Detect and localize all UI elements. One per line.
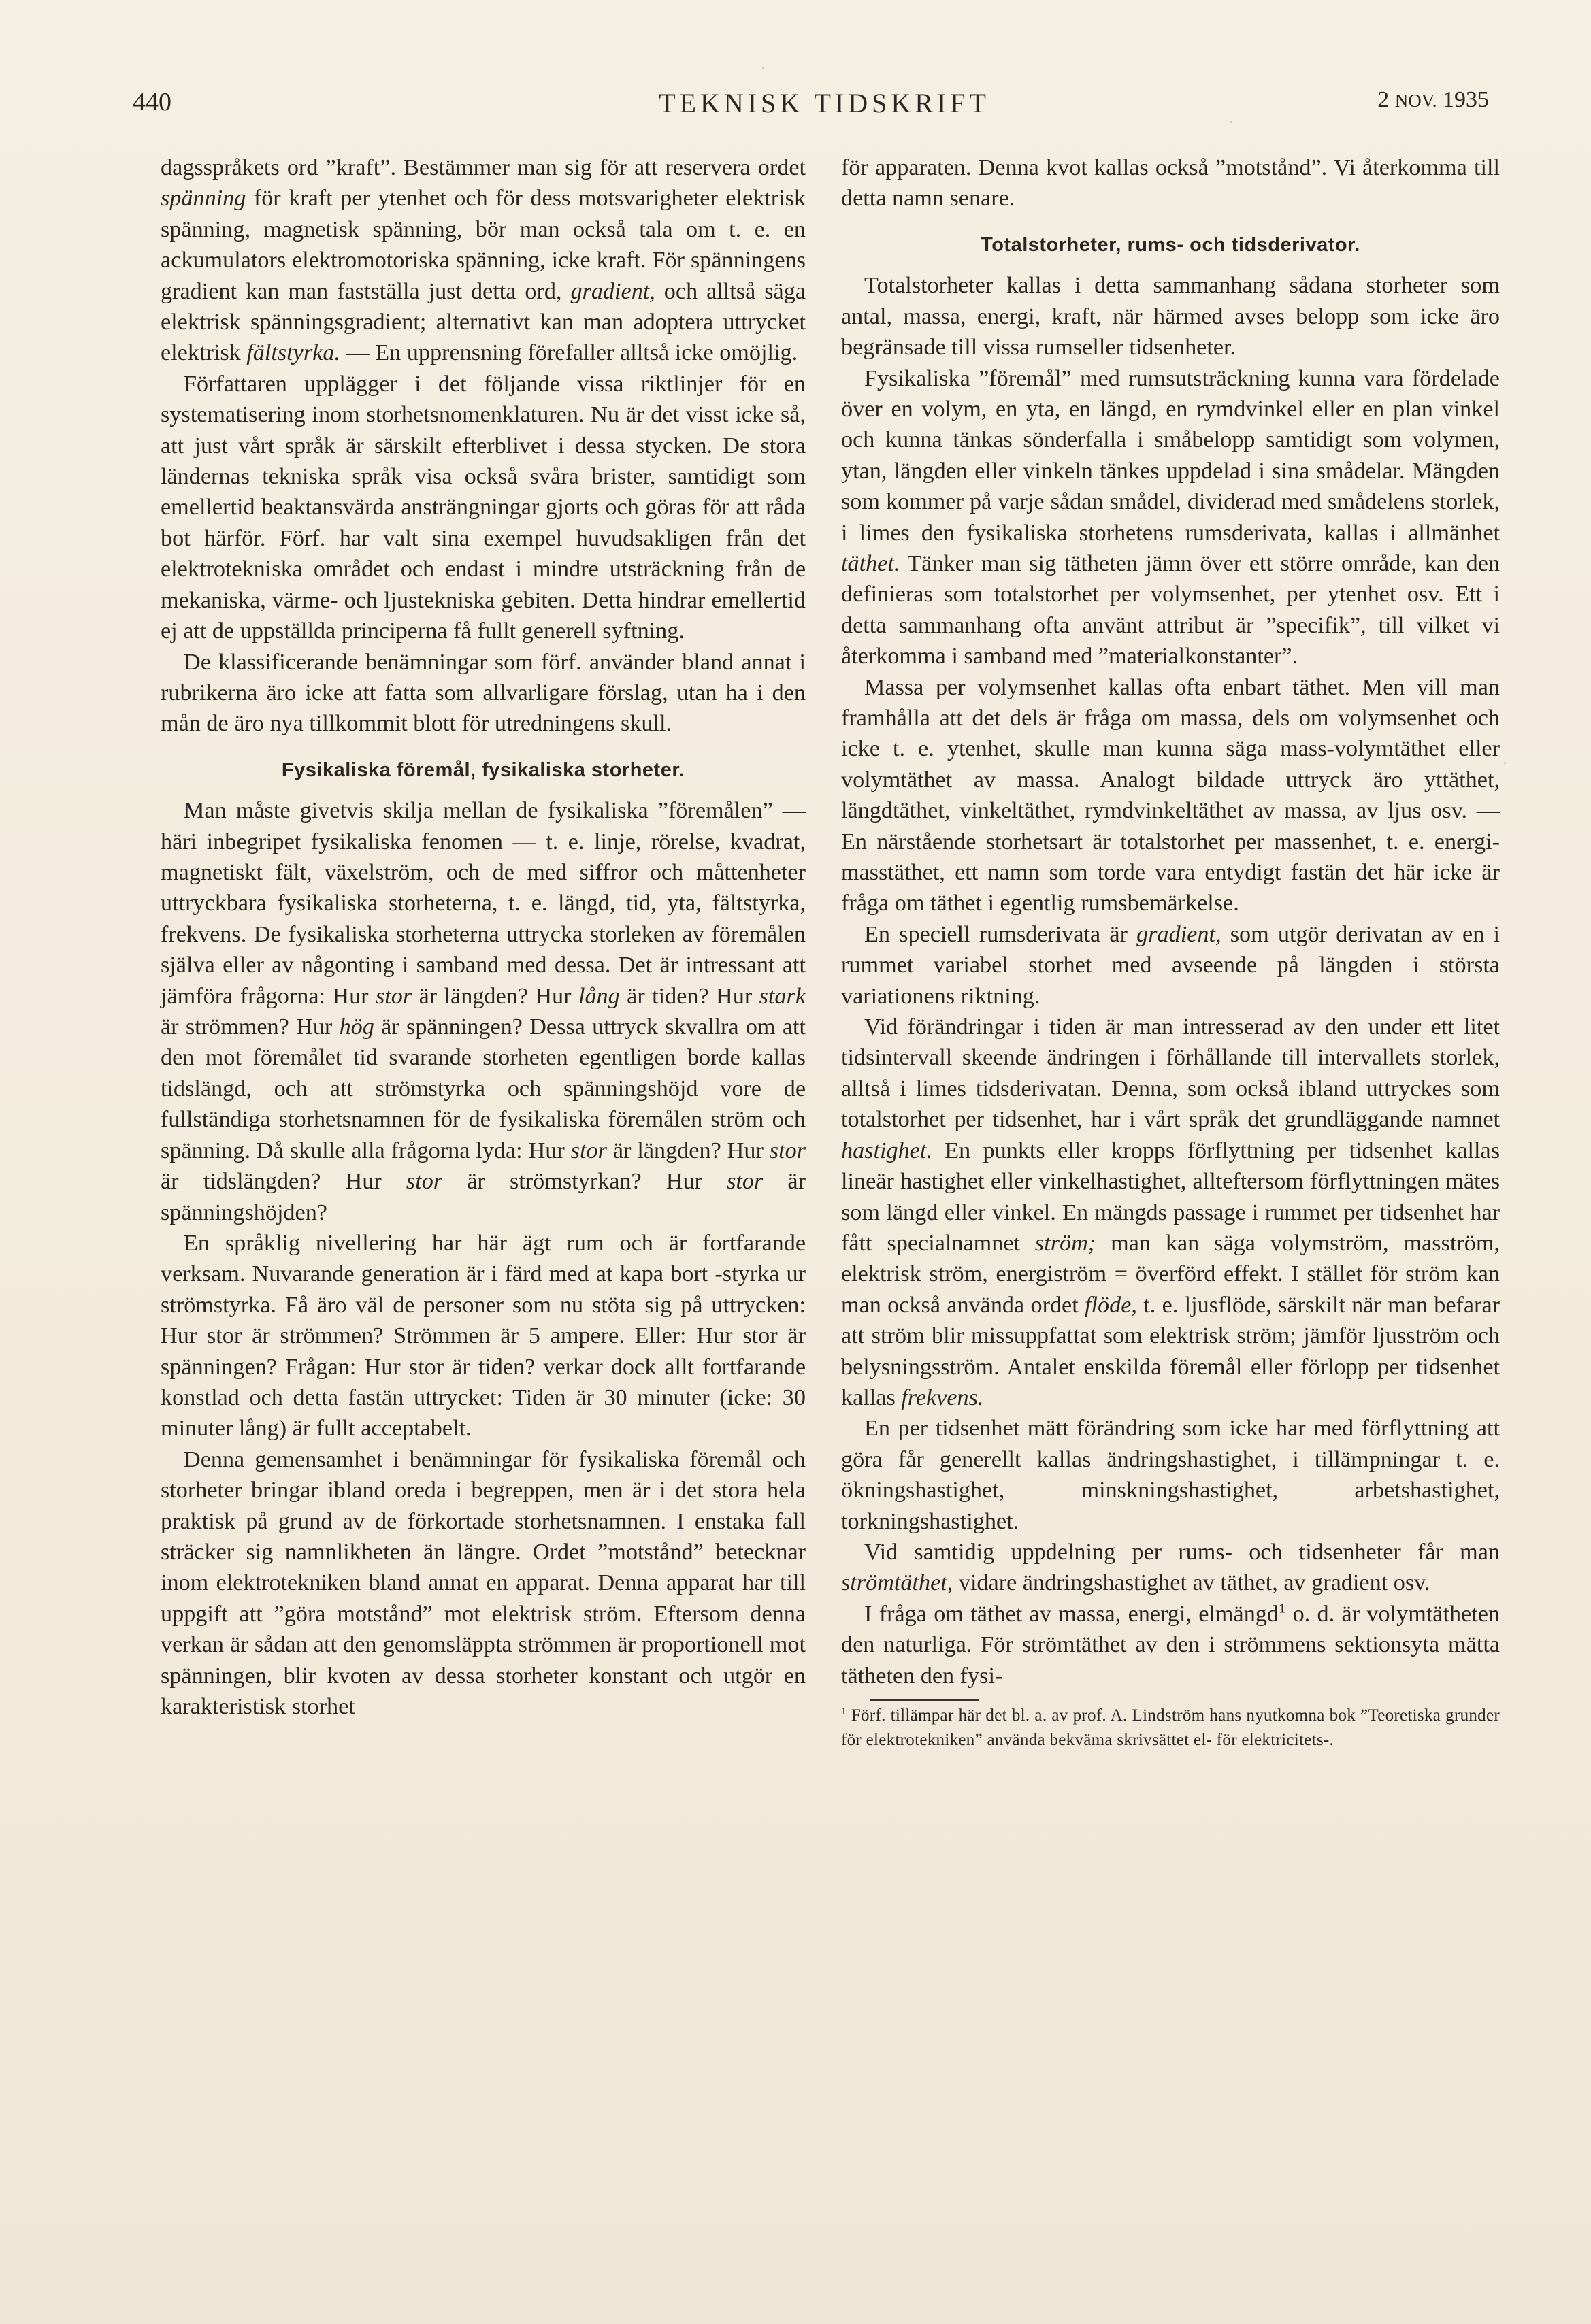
- issue-date-year: 1935: [1443, 87, 1489, 112]
- paragraph: De klassificerande benämningar som förf. använder bland annat i rubrikerna äro icke att fatta som allvarligare förslag, utan ha i den mån de äro nya tillkommit blott för utredningens skull.: [161, 649, 806, 737]
- paper-speck: [1230, 121, 1232, 123]
- paragraph: för apparaten. Denna kvot kallas också ”motstånd”. Vi återkomma till detta namn senare.: [841, 155, 1500, 212]
- footnote: $^1$ Förf. tillämpar här det bl. a. av prof. A. Lindström hans nyutkomna bok ”Teoretiska grunder för elektrotekniken” använda bekväma skrivsättet el- för elektricitets-.: [841, 1706, 1500, 1750]
- paragraph: Massa per volymsenhet kallas ofta enbart täthet. Men vill man framhålla att det dels är fråga om massa, dels om volymsenhet och icke t. e. ytenhet, skulle man kunna säga mass-volymtäthet eller volymtäthet av massa. Analogt bildade uttryck äro yttäthet, längdtäthet, vinkeltäthet, rymdvinkeltäthet av massa, av ljus osv. — En närstående storhetsart är totalstorhet per massenhet, t. e. energi-masstäthet, ett namn som torde vara entydigt fastän det här icke är fråga om täthet i egentlig rumsbemärkelse.: [841, 674, 1500, 916]
- journal-title: TEKNISK TIDSKRIFT: [659, 88, 990, 118]
- left-column: [161, 152, 806, 1722]
- paragraph: dagsspråkets ord ”kraft”. Bestämmer man sig för att reservera ordet spänning för kraft per ytenhet och för dess motsvarigheter elektrisk spänning, magnetisk spänning, bör man också tala om t. e. en ackumulators elektromotoriska spänning, icke kraft. För spänningens gradient kan man fastställa just detta ord, gradient, och alltså säga elektrisk spänningsgradient; alternativt kan man adoptera uttrycket elektrisk fältstyrka. — En upprensning förefaller alltså icke omöjlig.: [161, 155, 806, 366]
- right-column-body: [841, 152, 1500, 1691]
- paragraph: Fysikaliska ”föremål” med rumsutsträckning kunna vara fördelade över en volym, en yta, en längd, en rymdvinkel eller en plan vinkel och kunna tänkas sönderfalla i småbelopp samtidigt som volymen, ytan, längden eller vinkeln tänkes uppdelad i sina smådelar. Mängden som kommer på varje sådan smådel, dividerad med smådelens storlek, i limes den fysikaliska storhetens rumsderivata, kallas i allmänhet täthet. Tänker man sig tätheten jämn över ett större område, kan den definieras som totalstorhet per volymsenhet, per ytenhet osv. Ett i detta sammanhang ofta använt attribut är ”specifik”, till vilket vi återkomma i samband med ”materialkonstanter”.: [841, 365, 1500, 669]
- page-number: 440: [133, 88, 171, 116]
- right-column: [841, 152, 1500, 1753]
- paper-speck: [1504, 762, 1506, 764]
- issue-date: [1377, 87, 1489, 113]
- footnote-rule: [870, 1699, 979, 1701]
- paragraph: Man måste givetvis skilja mellan de fysikaliska ”föremålen” — häri inbegripet fysikaliska fenomen — t. e. linje, rörelse, kvadrat, magnetiskt fält, växelström, och de med siffror och måttenheter uttryckbara fysikaliska storheterna, t. e. längd, tid, yta, fältstyrka, frekvens. De fysikaliska storheterna uttrycka storleken av föremålen själva eller av någonting i samband med dessa. Det är intressant att jämföra frågorna: Hur stor är längden? Hur lång är tiden? Hur stark är strömmen? Hur hög är spänningen? Dessa uttryck skvallra om att den mot föremålet tid svarande storheten egentligen borde kallas tidslängd, och att strömstyrka och spänningshöjd vore de fullständiga storhetsnamnen för de fysikaliska föremålen ström och spänning. Då skulle alla frågorna lyda: Hur stor är längden? Hur stor är tidslängden? Hur stor är strömstyrkan? Hur stor är spänningshöjden?: [161, 798, 806, 1225]
- paragraph: Vid förändringar i tiden är man intresserad av den under ett litet tidsintervall skeende ändringen i förhållande till intervallets storlek, alltså i limes tidsderivatan. Denna, som också ibland uttryckes som totalstorhet per tidsenhet, har i vårt språk det grundläggande namnet hastighet. En punkts eller kropps förflyttning per tidsenhet kallas lineär hastighet eller vinkelhastighet, allteftersom förflyttningen mätes som längd eller vinkel. En mängds passage i rummet per tidsenhet har fått specialnamnet ström; man kan säga volymström, masström, elektrisk ström, energiström = överförd effekt. I stället för ström kan man också använda ordet flöde, t. e. ljusflöde, särskilt när man befarar att ström blir missuppfattat som elektrisk ström; jämför ljusström och belysningsström. Antalet enskilda föremål eller förlopp per tidsenhet kallas frekvens.: [841, 1014, 1500, 1410]
- paragraph: En per tidsenhet mätt förändring som icke har med förflyttning att göra får generellt kallas ändringshastighet, i tillämpningar t. e. ökningshastighet, minskningshastighet, arbetshastighet, torkningshastighet.: [841, 1416, 1500, 1534]
- paragraph: Författaren upplägger i det följande vissa riktlinjer för en systematisering inom storhetsnomenklaturen. Nu är det visst icke så, att just vårt språk är särskilt efterblivet i dessa stycken. De stora ländernas tekniska språk visa också svåra brister, samtidigt som emellertid beaktansvärda ansträngningar gjorts och göras för att råda bot härför. Förf. har valt sina exempel huvudsakligen från det elektrotekniska området och endast i mindre utsträckning från de mekaniska, värme- och ljustekniska gebiten. Detta hindrar emellertid ej att de uppställda principerna få fullt generell syftning.: [161, 371, 806, 644]
- paragraph: Vid samtidig uppdelning per rums- och tidsenheter får man strömtäthet, vidare ändringshastighet av täthet, av gradient osv.: [841, 1539, 1500, 1596]
- section-heading: Totalstorheter, rums- och tidsderivator.: [981, 233, 1360, 256]
- paragraph: En speciell rumsderivata är gradient, som utgör derivatan av en i rummet variabel storhet med avseende på längden i största variationens riktning.: [841, 921, 1500, 1009]
- paragraph: Denna gemensamhet i benämningar för fysikaliska föremål och storheter bringar ibland oreda i begreppen, men är i det stora hela praktisk på grund av de förkortade storhetsnamnen. I enstaka fall sträcker sig namnlikheten än längre. Ordet ”motstånd” betecknar inom elektrotekniken bland annat en apparat. Denna apparat har till uppgift att ”göra motstånd” mot elektrisk ström. Eftersom denna verkan är sådan att den genomsläppta strömmen är proportionell mot spänningen, blir kvoten av dessa storheter konstant och utgör en karakteristisk storhet: [161, 1446, 806, 1719]
- paragraph: Totalstorheter kallas i detta sammanhang sådana storheter som antal, massa, energi, kraft, när härmed avses belopp som icke äro begränsade till vissa rumseller tidsenheter.: [841, 273, 1500, 361]
- issue-date-month: NOV.: [1394, 90, 1437, 111]
- paragraph: I fråga om täthet av massa, energi, elmängd$^1$ o. d. är volymtätheten den naturliga. För strömtäthet av den i strömmens sektionsyta mätta tätheten den fysi-: [841, 1601, 1500, 1689]
- paper-speck: [762, 67, 764, 69]
- section-heading: Fysikaliska föremål, fysikaliska storheter.: [281, 759, 685, 781]
- running-header: [133, 87, 1489, 128]
- issue-date-day: 2: [1377, 87, 1390, 112]
- paragraph: En språklig nivellering har här ägt rum och är fortfarande verksam. Nuvarande generation är i färd med at kapa bort -styrka ur strömstyrka. Få äro väl de personer som nu stöta sig på uttrycken: Hur stor är strömmen? Strömmen är 5 ampere. Eller: Hur stor är spänningen? Frågan: Hur stor är tiden? verkar dock allt fortfarande konstlad och detta fastän uttrycket: Tiden är 30 minuter (icke: 30 minuter lång) är fullt acceptabelt.: [161, 1230, 806, 1442]
